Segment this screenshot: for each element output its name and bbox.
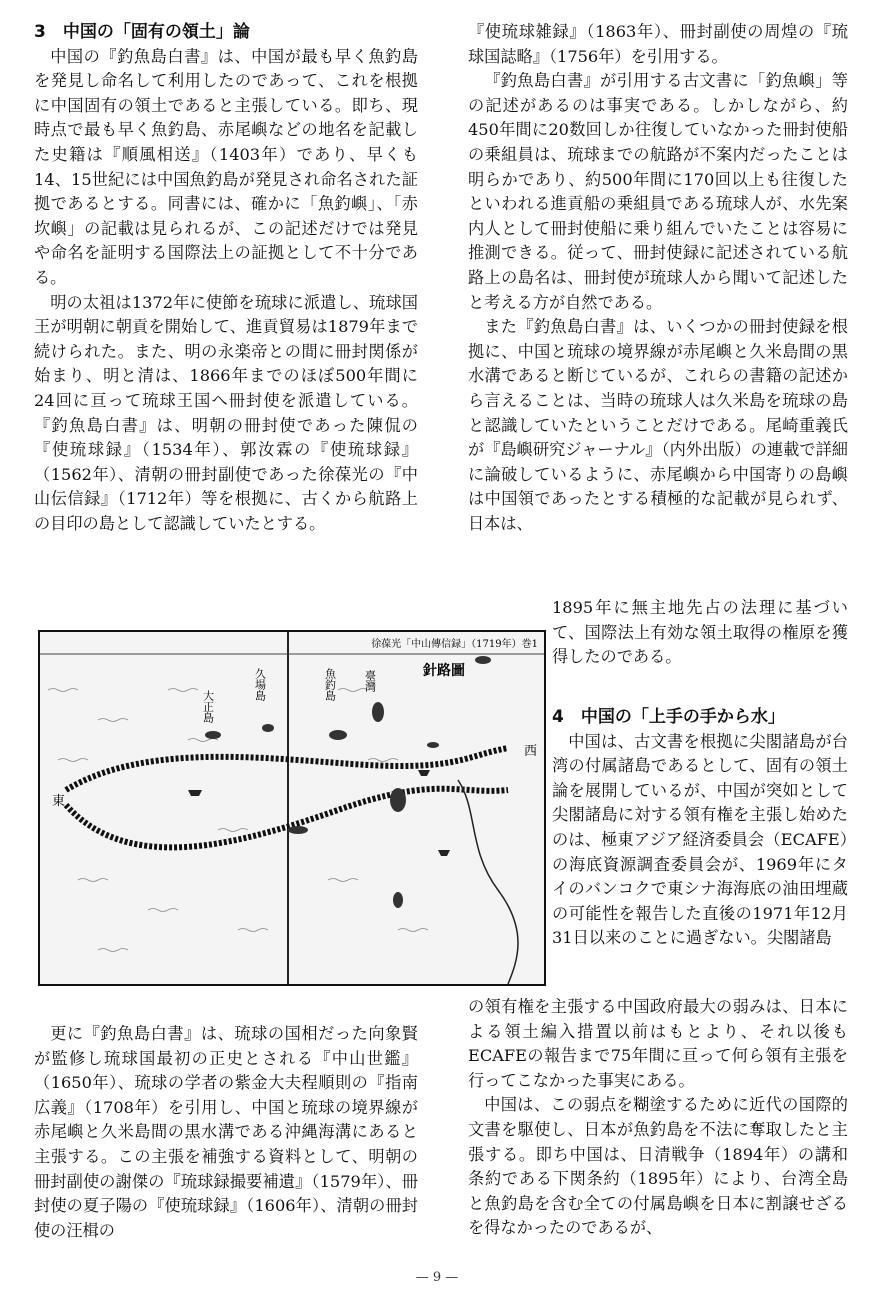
label-taiwan: 臺灣 [363, 670, 377, 692]
section-3-paragraph-4: 『釣魚島白書』が引用する古文書に「釣魚嶼」等の記述があるのは事実である。しかしながら、約450年間に20数回しか往復していなかった冊封使船の乗組員は、琉球までの航路が不案内だったことは明らかであり、約500年間に170回以上も往復したといわれる進貢船の乗組員である琉球人が、水先案内人として冊封使船に乗り組んでいたことは容易に推測できる。従って、冊封使録に記述されている航路上の島名は、冊封使が琉球人から聞いて記述したと考える方が自然である。 [468, 71, 848, 312]
label-taishoto: 大正島 [201, 690, 215, 723]
label-uotsurijima: 魚釣島 [323, 668, 337, 701]
right-column-bottom [468, 995, 848, 1241]
section-4-paragraph-1-continued: の領有権を主張する中国政府最大の弱みは、日本による領土編入措置以前はもとより、それ以後もECAFEの報告まで75年間に亘って何ら領有主張を行ってこなかった事実にある。 [468, 997, 848, 1090]
section-3-paragraph-5-continued: 1895年に無主地先占の法理に基づいて、国際法上有効な領土取得の権原を獲得したのである。 [552, 598, 848, 667]
map-title: 針路圖 [423, 663, 465, 679]
label-east: 東 [52, 794, 66, 809]
section-4-paragraph-1: 中国は、古文書を根拠に尖閣諸島が台湾の付属諸島であるとして、固有の領土論を展開しているが、中国が突如として尖閣諸島に対する領有権を主張し始めたのは、極東アジア経済委員会（ECAFE）の海底資源調査委員会が、1969年にタイのバンコクで東シナ海海底の油田埋蔵の可能性を報告した直後の1971年12月31日以来のことに過ぎない。尖閣諸島 [552, 731, 848, 948]
right-column-wrap [552, 596, 848, 670]
section-3-paragraph-3: 更に『釣魚島白書』は、琉球の国相だった向象賢が監修し琉球国最初の正史とされる『中山世鑑』（1650年）、琉球の学者の紫金大夫程順則の『指南広義』（1708年）を引用し、中国と琉球の境界線が赤尾嶼と久米島間の黒水溝である沖縄海溝にあると主張する。この主張を補強する資料として、明朝の冊封副使の謝傑の『琉球録撮要補遺』（1579年）、冊封使の夏子陽の『使琉球録』（1606年）、清朝の冊封使の汪楫の [34, 1024, 418, 1240]
section-3-paragraph-1: 中国の『釣魚島白書』は、中国が最も早く魚釣島を発見し命名して利用したのであって、これを根拠に中国固有の領土であると主張している。即ち、現時点で最も早く魚釣島、赤尾嶼などの地名を記載した史籍は『順風相送』（1403年）であり、早くも14、15世紀には中国魚釣島が発見され命名された証拠であるとする。同書には、確かに「魚釣嶼」、「赤坎嶼」の記載は見られるが、この記述だけでは発見や命名を証明する国際法上の証拠として不十分である。 [34, 46, 418, 287]
right-column-top [468, 20, 848, 536]
map-caption: 徐葆光「中山傳信録」（1719年）巻1 [371, 639, 538, 650]
route-map-figure [38, 630, 546, 986]
section-4-paragraph-2: 中国は、この弱点を糊塗するために近代の国際的文書を駆使し、日本が魚釣島を不法に奪取したと主張する。即ち中国は、日清戦争（1894年）の講和条約である下関条約（1895年）により、台湾全島と魚釣島を含む全ての付属島嶼を日本に割譲せざるを得なかったのであるが、 [468, 1095, 848, 1238]
section-4-heading: 4 中国の「上手の手から水」 [552, 707, 785, 727]
left-column-top [34, 20, 418, 536]
section-3-paragraph-3-continued: 『使琉球雑録』（1863年）、冊封副使の周煌の『琉球国誌略』（1756年）を引用する。 [468, 22, 848, 66]
left-column-bottom [34, 1022, 418, 1243]
section-3-heading: 3 中国の「固有の領土」論 [34, 22, 250, 42]
section-3-paragraph-2: 明の太祖は1372年に使節を琉球に派遣し、琉球国王が明朝に朝貢を開始して、進貢貿易は1879年まで続けられた。また、明の永楽帝との間に冊封関係が始まり、明と清は、1866年までのほぼ500年間に24回に亘って琉球王国へ冊封使を派遣している。『釣魚島白書』は、明朝の冊封使であった陳侃の『使琉球録』（1534年）、郭汝霖の『使琉球録』（1562年）、清朝の冊封副使であった徐葆光の『中山伝信録』（1712年）等を根拠に、古くから航路上の目印の島として認識していたとする。 [34, 292, 418, 533]
label-kubajima: 久場島 [253, 668, 267, 701]
label-west: 西 [524, 744, 538, 759]
right-column-section-4 [552, 705, 848, 951]
page-number: — 9 — [415, 1270, 459, 1285]
section-3-paragraph-5: また『釣魚島白書』は、いくつかの冊封使録を根拠に、中国と琉球の境界線が赤尾嶼と久米島間の黒水溝であると断じているが、これらの書籍の記述から言えることは、当時の琉球人は久米島を琉球の島と認識していたということだけである。尾崎重義氏が『島嶼研究ジャーナル』（内外出版）の連載で詳細に論破しているように、赤尾嶼から中国寄りの島嶼は中国領であったとする積極的な記載が見られず、日本は、 [468, 317, 848, 533]
